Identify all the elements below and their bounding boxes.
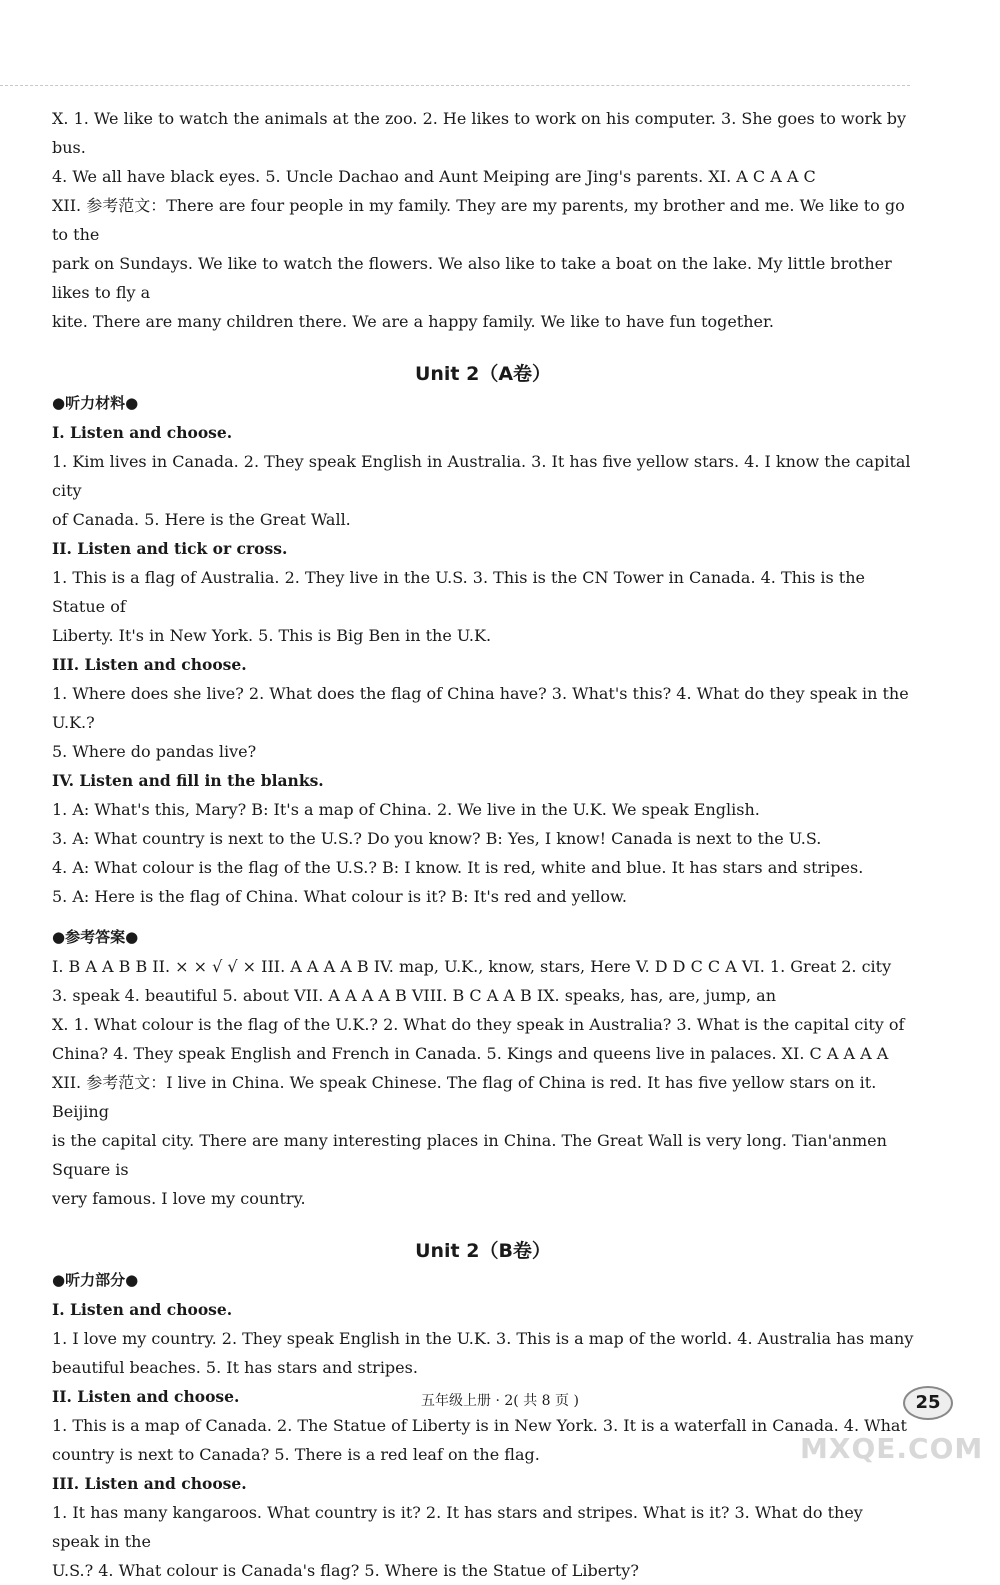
- question-heading: III. Listen and choose.: [52, 1474, 247, 1493]
- text-line: 1. I love my country. 2. They speak English in the U.K. 3. This is a map of the world. 4. Australia has many: [52, 1329, 914, 1348]
- answer-content: [52, 104, 914, 1585]
- text-line: very famous. I love my country.: [52, 1189, 306, 1208]
- page-footer: 五年级上册 · 2( 共 8 页 ): [421, 1393, 579, 1409]
- text-line: 4. We all have black eyes. 5. Uncle Dachao and Aunt Meiping are Jing's parents. XI. A C A A C: [52, 167, 816, 186]
- text-line: of Canada. 5. Here is the Great Wall.: [52, 510, 351, 529]
- text-line: 1. It has many kangaroos. What country is it? 2. It has stars and stripes. What is it? 3. What do they speak in the: [52, 1503, 863, 1551]
- text-line: kite. There are many children there. We are a happy family. We like to have fun together.: [52, 312, 774, 331]
- text-line: XII. 参考范文：I live in China. We speak Chinese. The flag of China is red. It has five yellow stars on it. Beijing: [52, 1073, 877, 1121]
- question-heading: I. Listen and choose.: [52, 1300, 233, 1319]
- question-heading: II. Listen and choose.: [52, 1387, 240, 1406]
- text-line: 1. This is a flag of Australia. 2. They live in the U.S. 3. This is the CN Tower in Canada. 4. This is the Statue of: [52, 568, 865, 616]
- reference-answers-heading: ●参考答案●: [52, 928, 139, 946]
- text-line: I. B A A B B II. × × √ √ × III. A A A A B IV. map, U.K., know, stars, Here V. D D C C A VI. 1. Great 2. city: [52, 957, 892, 976]
- page-number-badge: 25: [903, 1386, 953, 1420]
- question-heading: IV. Listen and fill in the blanks.: [52, 771, 324, 790]
- listening-part-heading: ●听力部分●: [52, 1271, 139, 1289]
- watermark: MXQE.COM: [800, 1432, 984, 1465]
- text-line: China? 4. They speak English and French in Canada. 5. Kings and queens live in palaces. XI. C A A A A: [52, 1044, 889, 1063]
- question-heading: I. Listen and choose.: [52, 423, 233, 442]
- question-heading: III. Listen and choose.: [52, 655, 247, 674]
- text-line: U.S.? 4. What colour is Canada's flag? 5. Where is the Statue of Liberty?: [52, 1561, 639, 1580]
- text-line: X. 1. What colour is the flag of the U.K.? 2. What do they speak in Australia? 3. What is the capital city of: [52, 1015, 905, 1034]
- text-line: is the capital city. There are many interesting places in China. The Great Wall is very long. Tian'anmen Square is: [52, 1131, 887, 1179]
- text-line: 5. Where do pandas live?: [52, 742, 257, 761]
- text-line: 3. A: What country is next to the U.S.? Do you know? B: Yes, I know! Canada is next to the U.S.: [52, 829, 822, 848]
- text-line: Liberty. It's in New York. 5. This is Big Ben in the U.K.: [52, 626, 492, 645]
- text-line: 1. Kim lives in Canada. 2. They speak English in Australia. 3. It has five yellow stars. 4. I know the capital city: [52, 452, 911, 500]
- question-heading: II. Listen and tick or cross.: [52, 539, 288, 558]
- text-line: 3. speak 4. beautiful 5. about VII. A A A A B VIII. B C A A B IX. speaks, has, are, jump, an: [52, 986, 776, 1005]
- text-line: 4. A: What colour is the flag of the U.S.? B: I know. It is red, white and blue. It has stars and stripes.: [52, 858, 864, 877]
- text-line: 1. A: What's this, Mary? B: It's a map of China. 2. We live in the U.K. We speak English.: [52, 800, 760, 819]
- text-line: park on Sundays. We like to watch the flowers. We also like to take a boat on the lake. My little brother likes to fly a: [52, 254, 892, 302]
- unit-a-title: Unit 2（A卷）: [414, 363, 552, 385]
- text-line: country is next to Canada? 5. There is a red leaf on the flag.: [52, 1445, 540, 1464]
- text-line: beautiful beaches. 5. It has stars and stripes.: [52, 1358, 418, 1377]
- text-line: 1. This is a map of Canada. 2. The Statue of Liberty is in New York. 3. It is a waterfall in Canada. 4. What: [52, 1416, 907, 1435]
- text-line: 1. Where does she live? 2. What does the flag of China have? 3. What's this? 4. What do they speak in the U.K.?: [52, 684, 909, 732]
- text-line: 5. A: Here is the flag of China. What colour is it? B: It's red and yellow.: [52, 887, 627, 906]
- unit-b-title: Unit 2（B卷）: [415, 1240, 551, 1262]
- text-line: XII. 参考范文：There are four people in my family. They are my parents, my brother and me. We like to go to the: [52, 196, 905, 244]
- listening-material-heading: ●听力材料●: [52, 394, 139, 412]
- text-line: X. 1. We like to watch the animals at the zoo. 2. He likes to work on his computer. 3. She goes to work by bus.: [52, 109, 907, 157]
- top-divider: [0, 85, 910, 86]
